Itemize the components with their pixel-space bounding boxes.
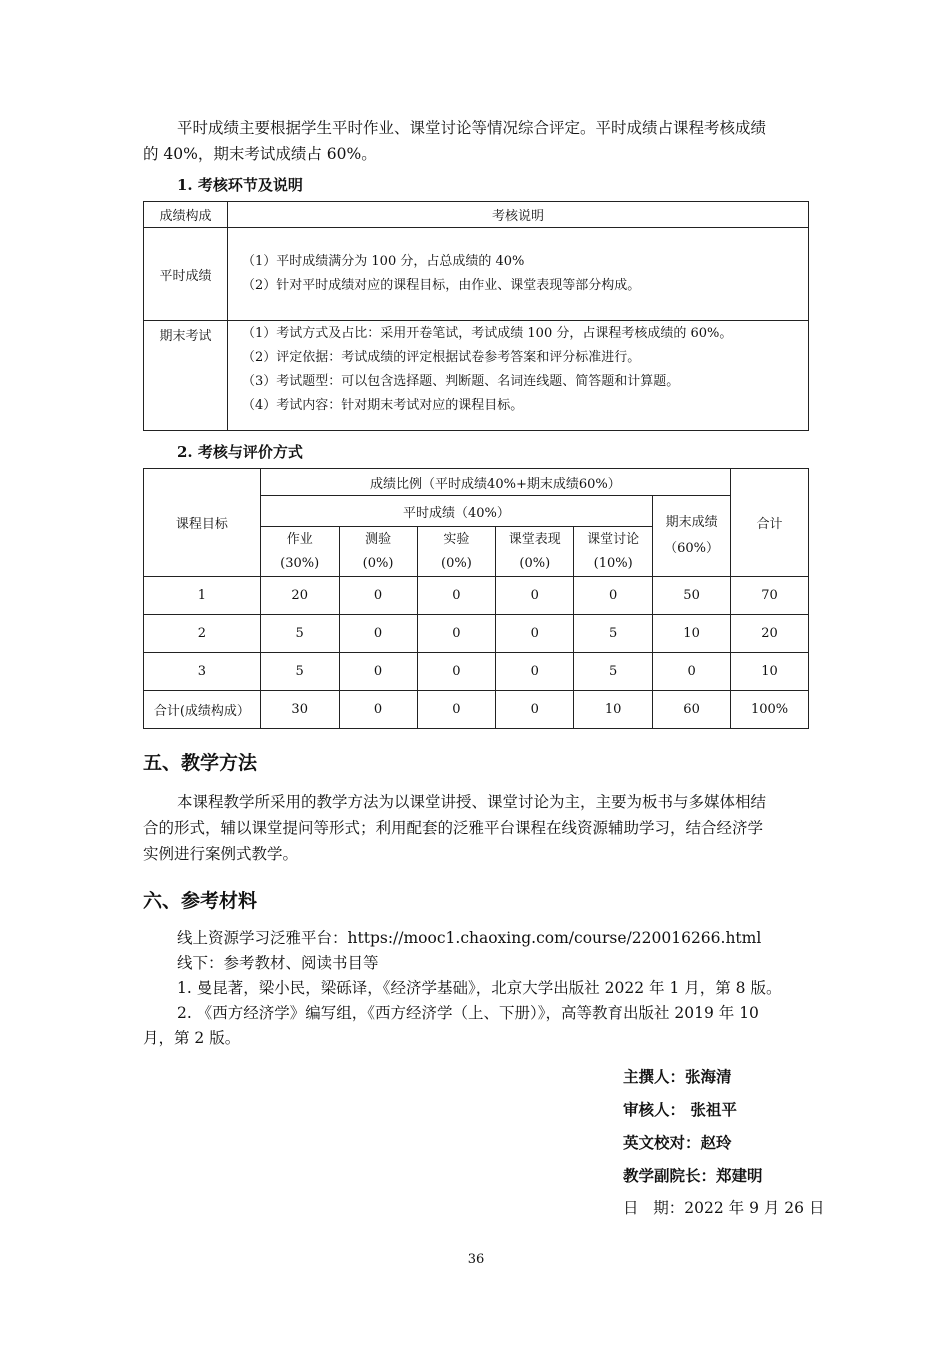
section-2-title: 2. 考核与评价方式 bbox=[177, 443, 303, 461]
description-line: （2）评定依据：考试成绩的评定根据试卷参考答案和评分标准进行。 bbox=[242, 350, 641, 365]
table-row bbox=[144, 653, 809, 691]
paragraph-line: 合的形式，辅以课堂提问等形式；利用配套的泛雅平台课程在线资源辅助学习，结合经济学 bbox=[143, 819, 764, 837]
cell: 0 bbox=[417, 653, 496, 691]
cell: 60 bbox=[653, 691, 731, 729]
proofreader-signature: 英文校对：赵玲 bbox=[623, 1133, 732, 1152]
table-row bbox=[144, 691, 809, 729]
cell: 20 bbox=[731, 615, 809, 653]
row-description bbox=[228, 321, 809, 431]
ratio-header: 成绩比例（平时成绩40%+期末成绩60%） bbox=[260, 469, 730, 496]
description-line: （2）针对平时成绩对应的课程目标，由作业、课堂表现等部分构成。 bbox=[242, 278, 641, 293]
intro-line-1: 平时成绩主要根据学生平时作业、课堂讨论等情况综合评定。平时成绩占课程考核成绩 bbox=[177, 119, 767, 137]
cell: 0 bbox=[339, 615, 417, 653]
date-line: 日 期：2022 年 9 月 26 日 bbox=[623, 1199, 825, 1217]
cell: 0 bbox=[496, 653, 574, 691]
cell: 0 bbox=[496, 691, 574, 729]
reviewer-signature: 审核人： 张祖平 bbox=[623, 1100, 737, 1119]
section-5-title: 五、教学方法 bbox=[143, 752, 258, 774]
row-label: 平时成绩 bbox=[144, 228, 228, 321]
goal-header: 课程目标 bbox=[144, 469, 261, 577]
final-header bbox=[653, 496, 731, 577]
sub-header: 作业 (30%) bbox=[260, 527, 339, 577]
cell: 10 bbox=[574, 691, 653, 729]
cell: 100% bbox=[731, 691, 809, 729]
intro-line-2: 的 40%，期末考试成绩占 60%。 bbox=[143, 145, 377, 163]
cell: 0 bbox=[574, 577, 653, 615]
description-line: （1）平时成绩满分为 100 分，占总成绩的 40% bbox=[242, 254, 525, 269]
cell: 5 bbox=[260, 615, 339, 653]
total-header: 合计 bbox=[731, 469, 809, 577]
table-header: 成绩构成 bbox=[144, 202, 228, 228]
cell: 10 bbox=[653, 615, 731, 653]
table-header: 考核说明 bbox=[228, 202, 809, 228]
table-row bbox=[144, 577, 809, 615]
cell: 0 bbox=[417, 577, 496, 615]
cell: 30 bbox=[260, 691, 339, 729]
cell: 20 bbox=[260, 577, 339, 615]
evaluation-table bbox=[143, 468, 809, 729]
cell: 2 bbox=[144, 615, 261, 653]
reference-line: 线上资源学习泛雅平台：https://mooc1.chaoxing.com/course/220016266.html bbox=[177, 929, 762, 947]
reference-line: 月，第 2 版。 bbox=[143, 1029, 241, 1047]
cell: 3 bbox=[144, 653, 261, 691]
cell: 5 bbox=[574, 615, 653, 653]
reference-line: 2. 《西方经济学》编写组，《西方经济学（上、下册）》，高等教育出版社 2019 年 10 bbox=[177, 1004, 759, 1022]
cell: 0 bbox=[417, 691, 496, 729]
cell: 10 bbox=[731, 653, 809, 691]
cell: 0 bbox=[339, 653, 417, 691]
paragraph-line: 本课程教学所采用的教学方法为以课堂讲授、课堂讨论为主，主要为板书与多媒体相结 bbox=[177, 793, 767, 811]
table-row bbox=[144, 615, 809, 653]
dean-signature: 教学副院长：郑建明 bbox=[623, 1166, 763, 1185]
sub-header: 课堂表现 (0%) bbox=[496, 527, 574, 577]
cell: 0 bbox=[339, 577, 417, 615]
row-description bbox=[228, 228, 809, 321]
cell: 合计(成绩构成） bbox=[144, 691, 261, 729]
cell: 0 bbox=[417, 615, 496, 653]
section-6-title: 六、参考材料 bbox=[143, 890, 258, 912]
sub-header: 实验 (0%) bbox=[417, 527, 496, 577]
cell: 0 bbox=[496, 577, 574, 615]
cell: 1 bbox=[144, 577, 261, 615]
final-header-percent: （60%） bbox=[664, 541, 720, 556]
paragraph-line: 实例进行案例式教学。 bbox=[143, 845, 299, 863]
assessment-table bbox=[143, 201, 809, 431]
author-signature: 主撰人：张海清 bbox=[623, 1067, 732, 1086]
row-label: 期末考试 bbox=[144, 321, 228, 431]
page-number: 36 bbox=[467, 1252, 485, 1267]
sub-header: 课堂讨论 (10%) bbox=[574, 527, 653, 577]
cell: 50 bbox=[653, 577, 731, 615]
final-header-label: 期末成绩 bbox=[665, 515, 718, 530]
description-line: （3）考试题型：可以包含选择题、判断题、名词连线题、简答题和计算题。 bbox=[242, 374, 680, 389]
cell: 0 bbox=[496, 615, 574, 653]
description-line: （4）考试内容：针对期末考试对应的课程目标。 bbox=[242, 398, 524, 413]
cell: 0 bbox=[339, 691, 417, 729]
description-line: （1）考试方式及占比：采用开卷笔试，考试成绩 100 分，占课程考核成绩的 60%。 bbox=[242, 326, 733, 341]
section-1-title: 1. 考核环节及说明 bbox=[177, 176, 303, 194]
cell: 5 bbox=[260, 653, 339, 691]
regular-header: 平时成绩（40%） bbox=[260, 496, 652, 527]
cell: 0 bbox=[653, 653, 731, 691]
reference-line: 1. 曼昆著，梁小民，梁砾译，《经济学基础》，北京大学出版社 2022 年 1 月，第 8 版。 bbox=[177, 979, 782, 997]
sub-header: 测验 (0%) bbox=[339, 527, 417, 577]
reference-line: 线下：参考教材、阅读书目等 bbox=[177, 954, 379, 972]
cell: 5 bbox=[574, 653, 653, 691]
cell: 70 bbox=[731, 577, 809, 615]
